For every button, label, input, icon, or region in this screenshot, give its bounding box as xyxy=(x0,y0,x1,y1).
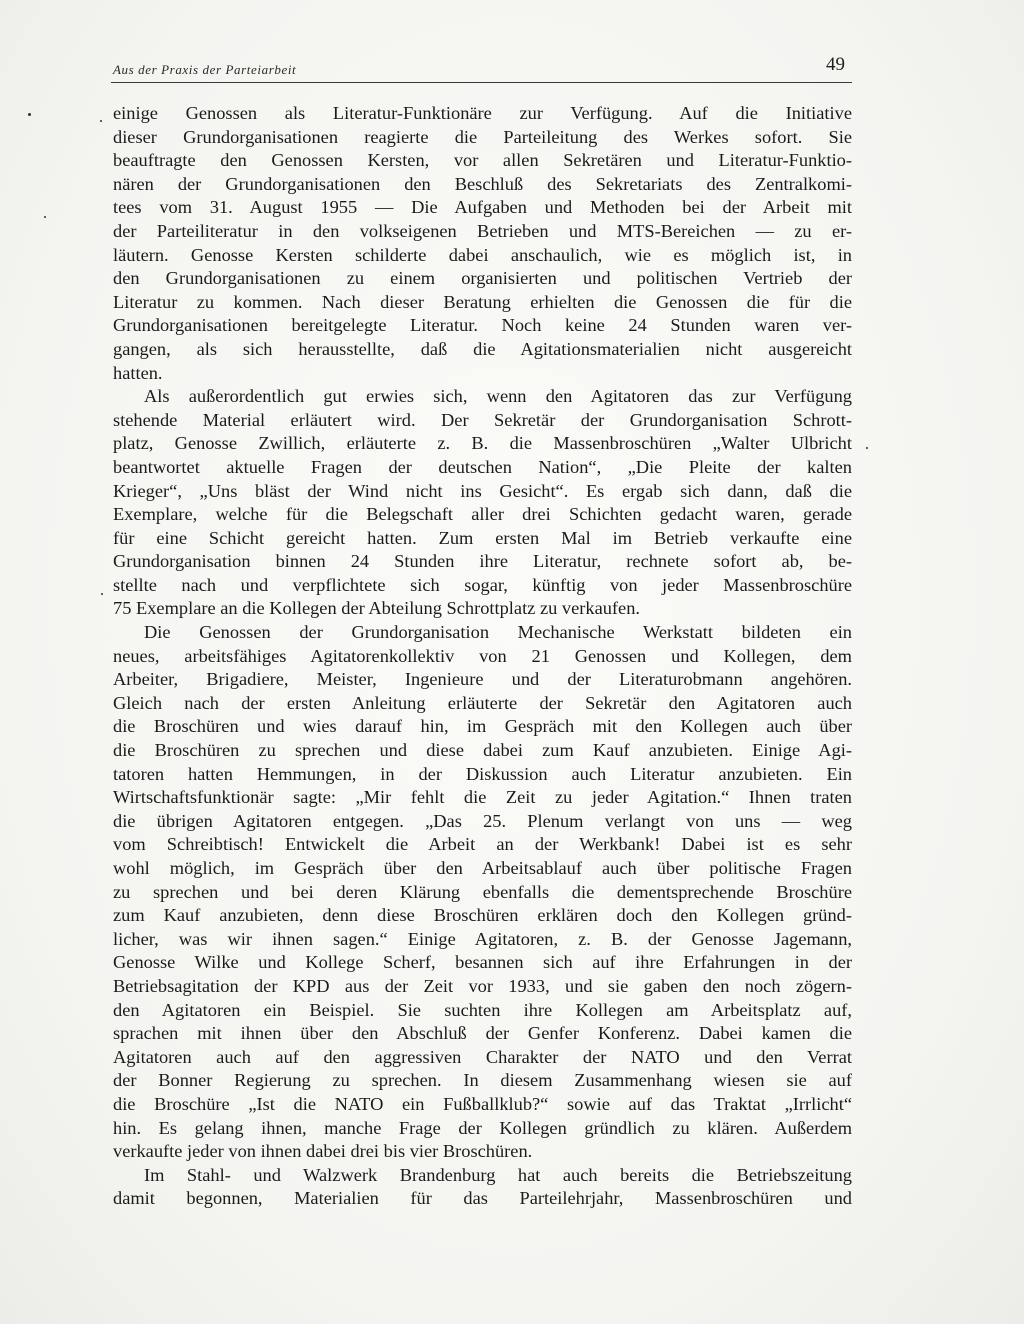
text-line: Die Genossen der Grundorganisation Mechanische Werkstatt bildeten ein xyxy=(144,622,852,643)
text-line: damit begonnen, Materialien für das Parteilehrjahr, Massenbroschüren und xyxy=(113,1188,852,1209)
text-line: einige Genossen als Literatur-Funktionäre zur Verfügung. Auf die Initiative xyxy=(113,103,852,123)
text-line: Betriebsagitation der KPD aus der Zeit vor 1933, und sie gaben den noch zögern- xyxy=(113,975,852,996)
scan-speck xyxy=(100,120,102,122)
text-line: Exemplare, welche für die Belegschaft aller drei Schichten gedacht waren, gerade xyxy=(113,504,852,525)
text-line: stellte nach und verpflichtete sich sogar, künftig von jeder Massenbroschüre xyxy=(113,574,852,595)
text-line: den Agitatoren ein Beispiel. Sie suchten ihre Kollegen am Arbeitsplatz auf, xyxy=(113,999,852,1020)
text-line: tatoren hatten Hemmungen, in der Diskussion auch Literatur anzubieten. Ein xyxy=(113,763,852,784)
text-line: Genosse Wilke und Kollege Scherf, besannen sich auf ihre Erfahrungen in der xyxy=(113,952,852,973)
text-line: der Bonner Regierung zu sprechen. In diesem Zusammenhang wiesen sie auf xyxy=(113,1070,852,1091)
scan-speck xyxy=(28,113,31,116)
text-line: 75 Exemplare an die Kollegen der Abteilung Schrottplatz zu verkaufen. xyxy=(113,598,641,619)
text-line: platz, Genosse Zwillich, erläuterte z. B. die Massenbroschüren „Walter Ulbricht xyxy=(113,433,852,454)
page-number: 49 xyxy=(826,54,845,75)
text-line: Krieger“, „Uns bläst der Wind nicht ins Gesicht“. Es ergab sich dann, daß die xyxy=(113,480,852,501)
text-line: neues, arbeitsfähiges Agitatorenkollektiv von 21 Genossen und Kollegen, dem xyxy=(113,645,852,666)
text-line: beantwortet aktuelle Fragen der deutschen Nation“, „Die Pleite der kalten xyxy=(113,456,852,477)
text-line: dieser Grundorganisationen reagierte die Parteileitung des Werkes sofort. Sie xyxy=(113,126,852,147)
text-line: licher, was wir ihnen sagen.“ Einige Agitatoren, z. B. der Genosse Jagemann, xyxy=(113,928,852,949)
text-line: Arbeiter, Brigadiere, Meister, Ingenieure und der Literaturobmann angehören. xyxy=(113,669,852,690)
text-line: zu sprechen und bei deren Klärung ebenfalls die dementsprechende Broschüre xyxy=(113,881,852,902)
paragraph xyxy=(113,1164,852,1211)
text-line: zum Kauf anzubieten, denn diese Broschüren erklären doch den Kollegen gründ- xyxy=(113,905,852,926)
text-line: tees vom 31. August 1955 — Die Aufgaben und Methoden bei der Arbeit mit xyxy=(113,197,852,218)
text-line: Gleich nach der ersten Anleitung erläuterte der Sekretär den Agitatoren auch xyxy=(113,692,852,713)
scan-speck xyxy=(866,447,868,449)
text-line: hin. Es gelang ihnen, manche Frage der Kollegen gründlich zu klären. Außerdem xyxy=(113,1117,852,1138)
text-line: vom Schreibtisch! Entwickelt die Arbeit an der Werkbank! Dabei ist es sehr xyxy=(113,834,852,855)
paragraph xyxy=(113,102,852,385)
body-text xyxy=(113,102,852,1211)
text-line: läutern. Genosse Kersten schilderte dabei anschaulich, wie es möglich ist, in xyxy=(113,244,852,265)
text-line: für eine Schicht gereicht hatten. Zum ersten Mal im Betrieb verkaufte eine xyxy=(113,527,852,548)
text-line: stehende Material erläutert wird. Der Sekretär der Grundorganisation Schrott- xyxy=(113,409,852,430)
text-line: den Grundorganisationen zu einem organisierten und politischen Vertrieb der xyxy=(113,268,852,289)
text-line: die übrigen Agitatoren entgegen. „Das 25. Plenum verlangt von uns — weg xyxy=(113,810,852,831)
paragraph xyxy=(113,621,852,1164)
text-line: Wirtschaftsfunktionär sagte: „Mir fehlt die Zeit zu jeder Agitation.“ Ihnen traten xyxy=(113,787,852,808)
running-head: Aus der Praxis der Parteiarbeit xyxy=(113,62,297,77)
scan-speck xyxy=(101,593,103,595)
text-line: Grundorganisation binnen 24 Stunden ihre Literatur, rechnete sofort ab, be- xyxy=(113,551,852,572)
text-line: der Parteiliteratur in den volkseigenen Betrieben und MTS-Bereichen — zu er- xyxy=(113,220,852,241)
text-line: die Broschüren zu sprechen und diese dabei zum Kauf anzubieten. Einige Agi- xyxy=(113,740,852,761)
text-line: Im Stahl- und Walzwerk Brandenburg hat auch bereits die Betriebszeitung xyxy=(144,1164,852,1185)
text-line: beauftragte den Genossen Kersten, vor allen Sekretären und Literatur-Funktio- xyxy=(113,150,852,171)
paragraph xyxy=(113,385,852,621)
text-line: verkaufte jeder von ihnen dabei drei bis vier Broschüren. xyxy=(113,1141,533,1162)
text-line: die Broschüre „Ist die NATO ein Fußballklub?“ sowie auf das Traktat „Irrlicht“ xyxy=(113,1093,852,1114)
text-line: Grundorganisationen bereitgelegte Literatur. Noch keine 24 Stunden waren ver- xyxy=(113,315,852,336)
text-line: hatten. xyxy=(113,362,163,383)
text-line: Agitatoren auch auf den aggressiven Charakter der NATO und den Verrat xyxy=(113,1046,852,1067)
text-line: Literatur zu kommen. Nach dieser Beratung erhielten die Genossen die für die xyxy=(113,291,852,312)
scan-speck xyxy=(44,216,46,218)
text-line: gangen, als sich herausstellte, daß die Agitationsmaterialien nicht ausgereicht xyxy=(113,338,852,359)
text-line: nären der Grundorganisationen den Beschluß des Sekretariats des Zentralkomi- xyxy=(113,173,852,194)
header-rule xyxy=(111,82,852,83)
text-line: sprachen mit ihnen über den Abschluß der Genfer Konferenz. Dabei kamen die xyxy=(113,1023,852,1044)
text-line: die Broschüren und wies darauf hin, im Gespräch mit den Kollegen auch über xyxy=(113,716,852,737)
text-line: wohl möglich, im Gespräch über den Arbeitsablauf auch über politische Fragen xyxy=(113,858,852,878)
text-line: Als außerordentlich gut erwies sich, wenn den Agitatoren das zur Verfügung xyxy=(144,386,852,407)
